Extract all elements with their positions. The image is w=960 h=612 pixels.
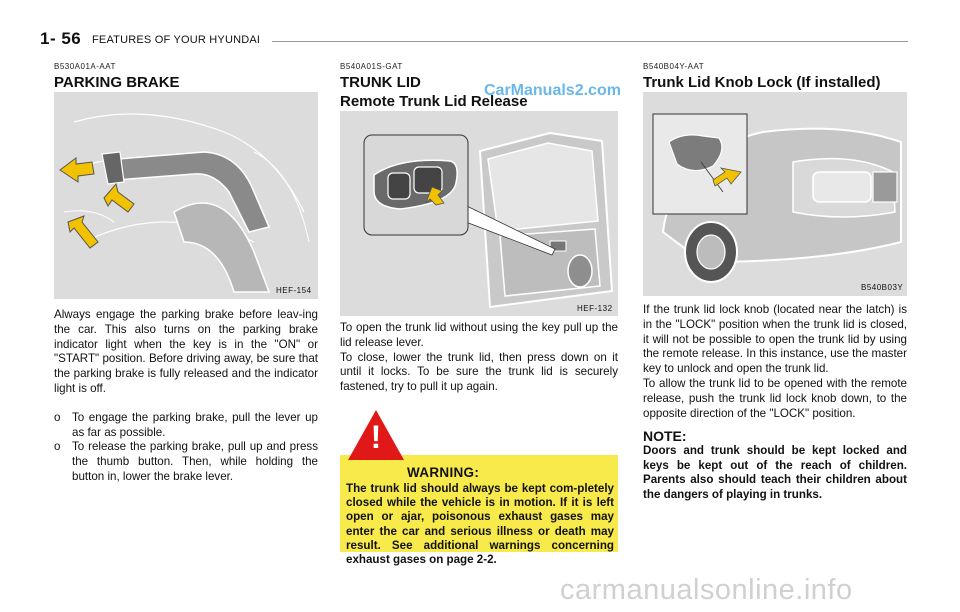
note-text: Doors and trunk should be kept locked and keys be kept out of the reach of children. Parents also should teach their children about the dangers of playing in trunks. bbox=[643, 444, 907, 501]
warning-exclamation: ! bbox=[370, 419, 382, 455]
paragraph: To close, lower the trunk lid, then press down on it until it locks. To be sure the trunk lid is securely fastened, try to pull it up again. bbox=[340, 350, 618, 394]
parking-brake-paragraph: Always engage the parking brake before leav-ing the car. This also turns on the parking brake indicator light when the key is in the "ON" or "START" position. Before driving away, be sure that the parking brake is fully released and the indicator light is off. bbox=[54, 308, 318, 395]
section-title-parking-brake: PARKING BRAKE bbox=[54, 74, 180, 91]
list-item-text: To engage the parking brake, pull the lever up as far as possible. bbox=[72, 410, 318, 439]
trunk-release-figure bbox=[340, 111, 618, 316]
arrow-icon bbox=[643, 92, 907, 296]
arrow-icon bbox=[340, 111, 618, 316]
section-code: B540A01S-GAT bbox=[340, 62, 403, 71]
section-code: B530A01A-AAT bbox=[54, 62, 116, 71]
note-title: NOTE: bbox=[643, 428, 687, 445]
watermark-bottom: carmanualsonline.info bbox=[560, 574, 853, 606]
trunk-knob-figure bbox=[643, 92, 907, 296]
watermark-top: CarManuals2.com bbox=[484, 82, 621, 99]
list-item bbox=[54, 440, 318, 484]
parking-brake-figure bbox=[54, 92, 318, 299]
section-code: B540B04Y-AAT bbox=[643, 62, 705, 71]
warning-title: WARNING: bbox=[407, 465, 480, 480]
bullet-mark: o bbox=[54, 410, 61, 424]
arrow-icon bbox=[54, 92, 318, 299]
trunk-release-text bbox=[340, 321, 618, 395]
list-item-text: To release the parking brake, pull up and press the thumb button. Then, while holding the button in, lower the brake lever. bbox=[72, 440, 318, 483]
section-subtitle: Remote Trunk Lid Release bbox=[340, 93, 528, 110]
section-title-trunk-lid: TRUNK LID bbox=[340, 74, 421, 91]
figure-code: HEF-154 bbox=[276, 286, 312, 295]
warning-text: The trunk lid should always be kept com-pletely closed while the vehicle is in motion. If it is left open or ajar, poisonous exhaust gases may enter the car and serious illness or death may result. See additional warnings concerning exhaust gases on page 2-2. bbox=[346, 482, 614, 567]
figure-code: HEF-132 bbox=[577, 304, 613, 313]
left-column-heading bbox=[54, 62, 318, 92]
figure-code: B540B03Y bbox=[861, 283, 904, 292]
paragraph: If the trunk lid lock knob (located near the latch) is in the "LOCK" position when the trunk lid is closed, it will not be possible to open the trunk lid by using the remote release. In this instance, use the master key to unlock and open the trunk lid. bbox=[643, 303, 907, 376]
page-number: 1- 56 bbox=[40, 29, 82, 48]
right-column-heading bbox=[643, 62, 907, 92]
paragraph: To open the trunk lid without using the key pull up the lid release lever. bbox=[340, 321, 618, 349]
paragraph: To allow the trunk lid to be opened with the remote release, push the trunk lid lock knob down, to the opposite direction of the "LOCK" position. bbox=[643, 376, 907, 420]
parking-brake-text bbox=[54, 308, 318, 485]
bullet-mark: o bbox=[54, 440, 61, 454]
trunk-knob-text bbox=[643, 303, 907, 503]
header-rule bbox=[272, 41, 908, 42]
section-title: FEATURES OF YOUR HYUNDAI bbox=[92, 34, 261, 46]
section-title-trunk-knob-lock: Trunk Lid Knob Lock (If installed) bbox=[643, 74, 881, 91]
list-item bbox=[54, 411, 318, 441]
